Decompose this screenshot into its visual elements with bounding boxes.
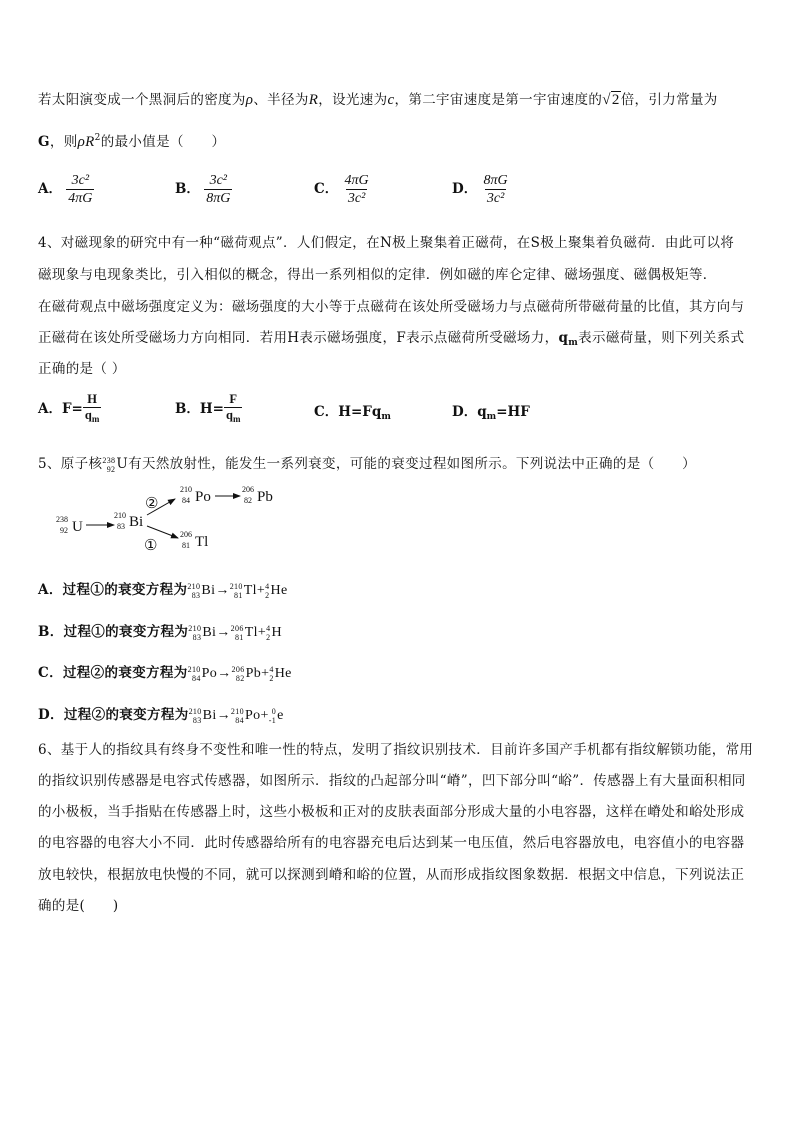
q5-option-a[interactable]: A．过程①的衰变方程为 210 83 Bi → 210 81 Tl + 4 2 He: [38, 581, 288, 600]
q4-option-c[interactable]: C．$H=Fq_m$: [314, 404, 391, 422]
q3-option-b[interactable]: B． $\frac{\text{3c²}}{8\pi G}$: [175, 173, 231, 206]
svg-text:Pb: Pb: [257, 489, 273, 505]
svg-text:Bi: Bi: [129, 514, 144, 530]
nuclide: 210 83 Bi: [188, 623, 217, 642]
sqrt-expression: √2: [602, 92, 620, 108]
q4-stem-line5: 正确的是（ ）: [38, 361, 126, 377]
q3-option-c[interactable]: C． $\frac{4\pi G}{\text{3c²}}$: [314, 173, 369, 206]
svg-text:81: 81: [182, 541, 190, 550]
nuclide: 210 83 Bi: [187, 581, 216, 600]
bi-node: [114, 511, 143, 531]
po-node: [180, 485, 211, 505]
radius-symbol: R: [308, 92, 319, 108]
q3-option-a[interactable]: A． $\frac{\text{3c²}}{4\pi G}$: [38, 173, 93, 206]
reaction-arrow: →: [216, 708, 231, 723]
q6-stem-line3: 的小极板，当手指贴在传感器上时，这些小极板和正对的皮肤表面部分形成大量的小电容器，这样在嵴处和峪处形成: [38, 804, 745, 820]
path-2-label: [145, 496, 158, 512]
q5-option-c[interactable]: C．过程②的衰变方程为 210 84 Po → 206 82 Pb + 4 2 He: [38, 664, 292, 683]
nuclide: 4 2 He: [265, 581, 288, 600]
q4-stem-line1: 4、对磁现象的研究中有一种“磁荷观点”．人们假定，在N极上聚集着正磁荷，在S极上聚集着负磁荷．由此可以将: [38, 235, 735, 251]
u238-nuclide: 238 92: [102, 455, 116, 474]
q6-stem-line2: 的指纹识别传感器是电容式传感器，如图所示．指纹的凸起部分叫“嵴”，凹下部分叫“峪”．传感器上有大量面积相同: [38, 773, 746, 789]
q6-stem-line1: 6、基于人的指纹具有终身不变性和唯一性的特点，发明了指纹识别技术．目前许多国产手机都有指纹解锁功能，常用: [38, 742, 754, 758]
nuclide: 210 81 Tl: [229, 581, 257, 600]
q5-stem: 5、原子核 238 92 U有天然放射性，能发生一系列衰变，可能的衰变过程如图所示。下列说法中正确的是（ ）: [38, 455, 696, 474]
u-node: [56, 515, 83, 535]
svg-text:83: 83: [117, 522, 125, 531]
decay-equation: [189, 707, 284, 723]
light-speed-symbol: c: [387, 92, 395, 108]
pb-node: [242, 485, 273, 505]
plus-sign: +: [260, 708, 269, 723]
svg-text:Tl: Tl: [195, 534, 209, 550]
nuclide: 206 82 Pb: [231, 664, 262, 683]
decay-equation: [187, 582, 287, 598]
nuclide: 4 2 H: [266, 623, 282, 642]
svg-text:206: 206: [180, 530, 192, 539]
q3-option-d[interactable]: D． $\frac{8\pi G}{\text{3c²}}$: [452, 173, 508, 206]
nuclide: 206 81 Tl: [230, 623, 258, 642]
q5-option-d[interactable]: D．过程②的衰变方程为 210 83 Bi → 210 84 Po + 0 -1 e: [38, 706, 284, 725]
nuclide: 4 2 He: [269, 664, 292, 683]
tl-node: [180, 530, 208, 550]
decay-equation: [188, 665, 292, 681]
rho-r-expression: ρR: [77, 134, 95, 150]
path-1-label: [144, 538, 157, 554]
svg-text:210: 210: [180, 485, 192, 494]
q6-stem-line4: 的电容器的电容大小不同．此时传感器给所有的电容器充电后达到某一电压值，然后电容器放电，电容值小的电容器: [38, 835, 745, 851]
reaction-arrow: →: [216, 625, 231, 640]
nuclide: 210 84 Po: [230, 706, 261, 725]
q4-option-d[interactable]: D．$q_m=HF$: [452, 404, 530, 422]
reaction-arrow: →: [217, 666, 232, 681]
nuclide: 210 83 Bi: [188, 706, 217, 725]
nuclide: 0 -1 e: [268, 706, 284, 725]
q6-stem-line5: 放电较快，根据放电快慢的不同，就可以探测到嵴和峪的位置，从而形成指纹图象数据．根据文中信息，下列说法正: [38, 867, 745, 883]
svg-text:②: ②: [145, 496, 159, 512]
svg-text:238: 238: [56, 515, 68, 524]
svg-text:U: U: [72, 519, 83, 535]
q3-stem-line1: 若太阳演变成一个黑洞后的密度为ρ、半径为R，设光速为c，第二宇宙速度是第一宇宙速度的√2倍，引力常量为: [38, 92, 718, 108]
q4-option-b[interactable]: B．H= $\frac{F}{q_m}$: [175, 392, 242, 427]
reaction-arrow: →: [215, 583, 230, 598]
rho-symbol: ρ: [245, 92, 254, 108]
svg-text:206: 206: [242, 485, 254, 494]
svg-text:82: 82: [244, 496, 252, 505]
nuclide: 210 84 Po: [187, 664, 218, 683]
q4-stem-line3: 在磁荷观点中磁场强度定义为：磁场强度的大小等于点磁荷在该处所受磁场力与点磁荷所带磁荷量的比值，其方向与: [38, 299, 745, 315]
q4-stem-line4: 正磁荷在该处所受磁场力方向相同．若用H表示磁场强度，F表示点磁荷所受磁场力，$q_m$表示磁荷量，则下列关系式: [38, 330, 745, 348]
q6-stem-line6: 确的是( ): [38, 898, 119, 914]
plus-sign: +: [261, 666, 270, 681]
svg-text:210: 210: [114, 511, 126, 520]
plus-sign: +: [257, 625, 267, 640]
svg-text:92: 92: [60, 526, 68, 535]
q4-option-a[interactable]: A．F= $\frac{H}{q_m}$: [38, 392, 101, 427]
plus-sign: +: [256, 583, 266, 598]
q5-option-b[interactable]: B．过程①的衰变方程为 210 83 Bi → 206 81 Tl + 4 2 H: [38, 623, 282, 642]
decay-equation: [188, 624, 282, 640]
decay-diagram: [52, 482, 302, 557]
svg-text:①: ①: [144, 538, 158, 554]
q3-stem-line2: G，则$\rho R^2$的最小值是（ ）: [38, 133, 226, 150]
svg-text:Po: Po: [195, 489, 211, 505]
arrow-bi-to-tl: [147, 526, 178, 538]
q4-stem-line2: 磁现象与电现象类比，引入相似的概念，得出一系列相似的定律．例如磁的库仑定律、磁场强度、磁偶极矩等．: [38, 267, 717, 283]
svg-text:84: 84: [182, 496, 190, 505]
